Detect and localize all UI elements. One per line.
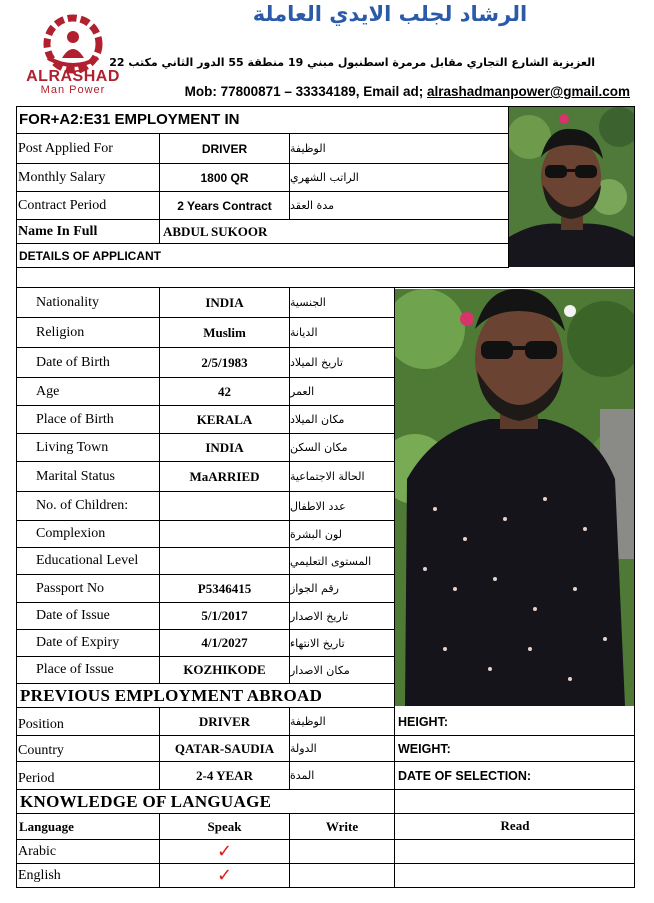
field-label: Contract Period xyxy=(16,192,160,220)
logo-name: ALRASHAD xyxy=(26,68,120,85)
detail-label-arabic: تاريخ الاصدار xyxy=(290,603,395,630)
detail-label-arabic: الجنسية xyxy=(290,288,395,318)
company-address-arabic: العزيزية الشارع التجاري مقابل مرمرة اسطنبول مبني 19 منطقة 55 الدور الثاني مكتب 22 xyxy=(109,56,595,69)
side-label-height: HEIGHT: xyxy=(395,708,635,736)
detail-value: MaARRIED xyxy=(160,462,290,492)
field-value: 2 Years Contract xyxy=(160,192,290,220)
detail-label-arabic: مكان الاصدار xyxy=(290,657,395,684)
company-title-arabic: الرشاد لجلب الايدي العاملة xyxy=(252,2,528,26)
prev-value: 2-4 YEAR xyxy=(160,762,290,790)
side-label-selection: DATE OF SELECTION: xyxy=(395,762,635,790)
detail-label-arabic: مكان السكن xyxy=(290,434,395,462)
detail-label-arabic: تاريخ الانتهاء xyxy=(290,630,395,657)
field-value: DRIVER xyxy=(160,134,290,164)
prev-value: DRIVER xyxy=(160,708,290,736)
detail-value: INDIA xyxy=(160,288,290,318)
email-link[interactable]: alrashadmanpower@gmail.com xyxy=(427,84,630,99)
prev-value: QATAR-SAUDIA xyxy=(160,736,290,762)
detail-label: Date of Expiry xyxy=(16,630,160,657)
speak-check: ✓ xyxy=(160,864,290,888)
detail-label: Date of Issue xyxy=(16,603,160,630)
detail-label: Place of Birth xyxy=(16,406,160,434)
contact-phones: Mob: 77800871 – 33334189, Email ad; xyxy=(184,84,428,99)
detail-label: Religion xyxy=(16,318,160,348)
detail-label: Age xyxy=(16,378,160,406)
detail-label: Living Town xyxy=(16,434,160,462)
detail-label-arabic: عدد الاطفال xyxy=(290,492,395,521)
detail-value: KOZHIKODE xyxy=(160,657,290,684)
language-name: Arabic xyxy=(16,840,160,864)
detail-label: Marital Status xyxy=(16,462,160,492)
detail-value: KERALA xyxy=(160,406,290,434)
detail-label: Educational Level xyxy=(16,548,160,575)
field-label: Monthly Salary xyxy=(16,164,160,192)
logo-subtitle: Man Power xyxy=(40,84,106,96)
detail-label: Date of Birth xyxy=(16,348,160,378)
detail-label: Complexion xyxy=(16,521,160,548)
detail-label-arabic: الديانة xyxy=(290,318,395,348)
language-header: KNOWLEDGE OF LANGUAGE xyxy=(16,790,395,814)
contact-line xyxy=(140,84,630,99)
prev-label: Period xyxy=(16,762,160,790)
details-header: DETAILS OF APPLICANT xyxy=(16,244,509,268)
blank-row xyxy=(16,268,635,288)
field-label-arabic: الراتب الشهري xyxy=(290,164,509,192)
detail-value: INDIA xyxy=(160,434,290,462)
detail-value: Muslim xyxy=(160,318,290,348)
field-label-arabic: الوظيفة xyxy=(290,134,509,164)
name-label: Name In Full xyxy=(16,220,160,244)
detail-label: Nationality xyxy=(16,288,160,318)
applicant-photo-large xyxy=(395,289,634,706)
col-speak: Speak xyxy=(160,814,290,840)
prev-label: Country xyxy=(16,736,160,762)
detail-label: Passport No xyxy=(16,575,160,603)
detail-label-arabic: الحالة الاجتماعية xyxy=(290,462,395,492)
detail-value xyxy=(160,521,290,548)
prev-label-arabic: الدولة xyxy=(290,736,395,762)
detail-value xyxy=(160,548,290,575)
detail-label-arabic: رقم الجواز xyxy=(290,575,395,603)
previous-employment-header: PREVIOUS EMPLOYMENT ABROAD xyxy=(16,684,395,708)
detail-label-arabic: تاريخ الميلاد xyxy=(290,348,395,378)
detail-value xyxy=(160,492,290,521)
detail-label: Place of Issue xyxy=(16,657,160,684)
speak-check: ✓ xyxy=(160,840,290,864)
col-language: Language xyxy=(16,814,160,840)
field-label-arabic: مدة العقد xyxy=(290,192,509,220)
write-check xyxy=(290,864,395,888)
detail-value: P5346415 xyxy=(160,575,290,603)
detail-label-arabic: المستوى التعليمي xyxy=(290,548,395,575)
field-value: 1800 QR xyxy=(160,164,290,192)
blank-cell xyxy=(395,790,635,814)
detail-value: 5/1/2017 xyxy=(160,603,290,630)
col-write: Write xyxy=(290,814,395,840)
detail-label-arabic: مكان الميلاد xyxy=(290,406,395,434)
detail-value: 2/5/1983 xyxy=(160,348,290,378)
side-label-weight: WEIGHT: xyxy=(395,736,635,762)
detail-label-arabic: لون البشرة xyxy=(290,521,395,548)
prev-label-arabic: المدة xyxy=(290,762,395,790)
read-check xyxy=(395,840,635,864)
field-label: Post Applied For xyxy=(16,134,160,164)
prev-label: Position xyxy=(16,708,160,736)
form-title: FOR+A2:E31 EMPLOYMENT IN xyxy=(16,106,509,134)
col-read: Read xyxy=(395,814,635,840)
read-check xyxy=(395,864,635,888)
write-check xyxy=(290,840,395,864)
detail-label-arabic: العمر xyxy=(290,378,395,406)
detail-label: No. of Children: xyxy=(16,492,160,521)
applicant-photo-small xyxy=(509,107,634,267)
detail-value: 42 xyxy=(160,378,290,406)
language-name: English xyxy=(16,864,160,888)
name-value: ABDUL SUKOOR xyxy=(160,220,509,244)
prev-label-arabic: الوظيفة xyxy=(290,708,395,736)
detail-value: 4/1/2027 xyxy=(160,630,290,657)
